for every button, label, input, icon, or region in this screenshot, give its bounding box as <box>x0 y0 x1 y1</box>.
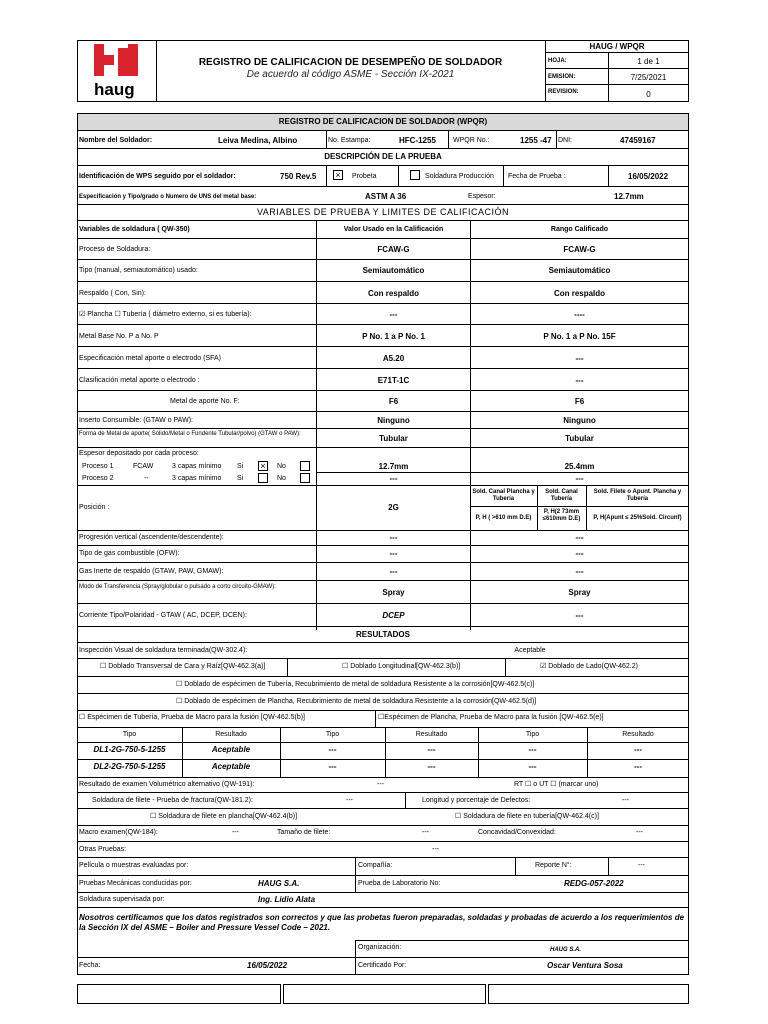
resultado-header: Resultado <box>415 731 448 738</box>
variable-row-label: Respaldo ( Con, Sin): <box>79 290 146 297</box>
posicion-value-3: P, H(Apunt ≤ 25%Sold. Circunf) <box>593 515 682 521</box>
wps-label: Identificación de WPS seguido por el soldador: <box>79 173 236 180</box>
resultado-header: Resultado <box>622 731 654 738</box>
espesor-label: Espesor: <box>468 193 496 200</box>
logo-mark <box>92 44 142 78</box>
doblado-transversal-option[interactable]: ☐ Doblado Transversal de Cara y Raíz[QW-462.3(a)] <box>100 663 266 670</box>
posicion-value-1: P, H ( >610 mm D.E) <box>475 515 532 521</box>
emision-value: 7/25/2021 <box>630 73 667 82</box>
fecha-label: Fecha: <box>79 962 101 969</box>
result-tipo: --- <box>528 745 537 754</box>
document-code: HAUG / WPQR <box>589 42 645 51</box>
reporte-label: Reporte N°: <box>535 862 572 869</box>
longitud-defectos-label: Longitud y porcentaje de Defectos: <box>422 797 531 804</box>
variable-row-range: Ninguno <box>563 416 596 425</box>
variable-row-range: --- <box>575 567 584 576</box>
variable-row-label: Proceso de Soldadura: <box>79 246 151 253</box>
variable-row-label: Modo de Transferencia (Spray/globular o pulsado a corto circuito-GMAW): <box>79 584 276 590</box>
probeta-label: Probeta <box>352 173 377 180</box>
fecha-prueba-label: Fecha de Prueba : <box>508 173 566 180</box>
variables-title: VARIABLES DE PRUEBA Y LIMITES DE CALIFICACIÓN <box>256 207 510 217</box>
pruebas-mecanicas-value: HAUG S.A. <box>258 879 300 888</box>
variable-row-label: Clasificación metal aporte o electrodo : <box>79 377 200 384</box>
supervisado-value: Ing. Lidio Alata <box>258 895 316 904</box>
concavidad-label: Concavidad/Convexidad: <box>478 829 556 836</box>
doblado-plancha-option[interactable]: ☐ Doblado de espécimen de Plancha, Recubrimiento de metal de soldadura Resistente a la corrosión[QW-462.5(d)] <box>176 698 537 705</box>
inspeccion-visual-label: Inspección Visual de soldadura terminada(QW-302.4): <box>79 647 248 654</box>
inspeccion-visual-value: Aceptable <box>514 647 546 654</box>
especimen-tuberia-option[interactable]: ☐ Espécimen de Tubería, Prueba de Macro para la fusión [QW-462.5(b)] <box>79 714 305 721</box>
variable-row-used: --- <box>389 310 398 319</box>
doblado-lado-option[interactable]: ☑ Doblado de Lado(QW-462.2) <box>540 663 638 670</box>
result-value: --- <box>427 745 436 754</box>
welder-label: Nombre del Soldador: <box>79 137 153 144</box>
resultado-header: Resultado <box>215 731 247 738</box>
macro-examen-value: --- <box>232 829 239 836</box>
description-title: DESCRIPCIÓN DE LA PRUEBA <box>324 152 442 161</box>
emision-label: EMISION: <box>548 74 576 80</box>
variable-row-label: ☑ Plancha ☐ Tubería ( diámetro externo, si es tubería): <box>79 311 252 318</box>
variable-row-used: Ninguno <box>377 416 410 425</box>
variable-row-range: Con respaldo <box>553 289 606 298</box>
footer-box-right <box>488 984 689 1004</box>
organizacion-value: HAUG S.A. <box>550 947 582 953</box>
proceso-1-used: 12.7mm <box>378 462 409 471</box>
variable-row-range: FCAW-G <box>563 245 596 254</box>
revision-label: REVISION: <box>548 89 579 95</box>
revision-value: 0 <box>646 90 651 99</box>
proceso-2-label: Proceso 2 <box>82 475 114 482</box>
hoja-label: HOJA: <box>548 58 567 64</box>
variable-row-range: --- <box>575 611 584 620</box>
proceso-1-min: 3 capas mínimo <box>172 463 222 470</box>
posicion-value: 2G <box>388 503 399 512</box>
variable-row-range: F6 <box>574 397 585 406</box>
proceso-1-value: FCAW <box>133 463 154 470</box>
espesor-depositado-label: Espesor depositado por cada proceso: <box>79 450 199 457</box>
variable-row-used: E71T-1C <box>377 376 410 385</box>
produccion-checkbox[interactable] <box>410 170 420 180</box>
proceso-1-no-checkbox[interactable] <box>300 461 310 471</box>
certificado-por-label: Certificado Por: <box>358 962 407 969</box>
posicion-header-1: Sold. Canal Plancha y Tubería <box>472 489 535 502</box>
variable-row-label: Forma de Metal de aporte( Sólido/Metal o Fundente Tubular/polvo) (GTAW o PAW): <box>79 431 301 437</box>
posicion-label: Posición : <box>79 504 110 511</box>
variable-row-range: P No. 1 a P No. 15F <box>543 332 616 341</box>
tipo-header: Tipo <box>525 731 540 738</box>
variable-row-used: FCAW-G <box>377 245 410 254</box>
proceso-2-value: -- <box>144 475 149 482</box>
variable-row-used: Spray <box>382 588 405 597</box>
variable-row-used: DCEP <box>382 611 405 620</box>
result-tipo: --- <box>328 762 337 771</box>
variable-row-used: Con respaldo <box>367 289 420 298</box>
supervisado-label: Soldadura supervisada por: <box>79 896 165 903</box>
filete-fractura-label: Soldadura de filete - Prueba de fractura(QW-181.2): <box>92 797 253 804</box>
especimen-plancha-option[interactable]: ☐Espécimen de Plancha, Prueba de Macro para la fusión [QW-462.5(e)] <box>378 714 604 721</box>
proceso-1-si-label: Si <box>237 463 244 470</box>
variable-row-used: --- <box>389 533 398 542</box>
fecha-prueba-value: 16/05/2022 <box>628 172 669 181</box>
proceso-2-si-checkbox[interactable] <box>258 473 268 483</box>
laboratorio-value: REDG-057-2022 <box>564 879 624 888</box>
proceso-2-no-checkbox[interactable] <box>300 473 310 483</box>
volumetrico-value: --- <box>377 781 384 788</box>
welder-name: Leiva Medina, Albino <box>218 136 298 145</box>
spec-label: Especificación y Tipo/grado o Numero de UNS del metal base: <box>79 194 257 200</box>
posicion-header-2: Sold. Canal Tubería <box>545 489 578 502</box>
variable-row-range: ---- <box>574 310 585 319</box>
compania-label: Compañía: <box>358 862 393 869</box>
volumetrico-label: Resultado de examen Volumétrico alternativo (QW-191): <box>79 781 255 788</box>
tamano-filete-value: --- <box>422 829 429 836</box>
proceso-2-used: --- <box>389 474 398 483</box>
variable-row-label: Gas Inerte de respaldo (GTAW, PAW, GMAW): <box>79 568 224 575</box>
wpqr-label: WPQR No.: <box>453 137 490 144</box>
certificado-por-value: Oscar Ventura Sosa <box>547 961 623 970</box>
wpqr-value: 1255 -47 <box>520 136 552 145</box>
stamp-value: HFC-1255 <box>399 136 436 145</box>
posicion-value-2: P, H(2 73mm ≤610mm D.E) <box>542 509 581 522</box>
document-subtitle: De acuerdo al código ASME - Sección IX-2021 <box>246 69 455 80</box>
tipo-header: Tipo <box>325 731 340 738</box>
proceso-1-si-checkbox[interactable]: × <box>258 461 268 471</box>
variable-row-range: --- <box>575 376 584 385</box>
variable-row-used: P No. 1 a P No. 1 <box>362 332 425 341</box>
wps-value: 750 Rev.5 <box>280 172 317 181</box>
variable-row-used: --- <box>389 567 398 576</box>
variable-row-used: --- <box>389 549 398 558</box>
result-tipo: DL1-2G-750-5-1255 <box>93 745 166 754</box>
fecha-value: 16/05/2022 <box>247 961 288 970</box>
proceso-1-range: 25.4mm <box>564 462 595 471</box>
footer-box-left <box>77 984 281 1004</box>
pelicula-label: Película o muestras evaluadas por: <box>79 862 189 869</box>
variable-row-label: Inserto Consumible: (GTAW o PAW): <box>79 417 193 424</box>
rt-ut-option[interactable]: RT ☐ o UT ☐ (marcar uno) <box>514 781 599 788</box>
company-logo <box>92 44 142 100</box>
proceso-2-si-label: Si <box>237 475 244 482</box>
variable-row-range: --- <box>575 549 584 558</box>
filete-plancha-option[interactable]: ☐ Soldadura de filete en plancha[QW-462.4(b)] <box>150 813 298 820</box>
spec-value: ASTM A 36 <box>365 192 407 201</box>
result-value: --- <box>634 762 642 771</box>
resultados-title: RESULTADOS <box>356 630 410 639</box>
longitud-defectos-value: --- <box>622 797 629 804</box>
variable-row-label: Corriente Tipo/Polaridad - GTAW ( AC, DCEP, DCEN): <box>79 612 247 619</box>
macro-examen-label: Macro examen(QW-184): <box>79 829 158 836</box>
result-value: --- <box>634 745 642 754</box>
proceso-2-range: --- <box>575 474 584 483</box>
espesor-value: 12.7mm <box>614 192 644 201</box>
section-title: REGISTRO DE CALIFICACION DE SOLDADOR (WPQR) <box>278 117 488 126</box>
posicion-header-3: Sold. Filete o Apunt. Plancha y Tubería <box>593 489 682 502</box>
variable-row-range: Spray <box>568 588 591 597</box>
variable-row-range: --- <box>575 354 584 363</box>
proceso-1-label: Proceso 1 <box>82 463 114 470</box>
otras-pruebas-value: --- <box>432 846 439 853</box>
dni-value: 47459167 <box>620 136 656 145</box>
used-column-header: Valor Usado en la Calificación <box>343 226 444 233</box>
result-tipo: --- <box>328 745 337 754</box>
probeta-checkbox[interactable]: × <box>333 170 343 180</box>
laboratorio-label: Prueba de Laboratorio No: <box>358 880 441 887</box>
variable-row-label: Tipo (manual, semiautomático) usado: <box>79 267 198 274</box>
variable-row-label: Metal de aporte No. F: <box>170 398 240 405</box>
wpqr-form <box>77 113 689 975</box>
stamp-label: No. Estampa: <box>328 137 371 144</box>
produccion-label: Soldadura Producción <box>425 173 494 180</box>
variable-row-used: Tubular <box>379 434 408 443</box>
hoja-value: 1 de 1 <box>637 57 660 66</box>
document-title: REGISTRO DE CALIFICACION DE DESEMPEÑO DE SOLDADOR <box>198 57 503 68</box>
variables-column-header: Variables de soldadura ( QW-350) <box>79 226 190 233</box>
doblado-tuberia-option[interactable]: ☐ Doblado de espécimen de Tubería, Recubrimiento de metal de soldadura Resistente a la corrosión[QW-462.5(c)] <box>176 681 535 688</box>
variable-row-label: Metal Base No. P a No. P <box>79 333 159 340</box>
variable-row-used: Semiautomático <box>362 266 425 275</box>
concavidad-value: --- <box>636 829 643 836</box>
result-tipo: DL2-2G-750-5-1255 <box>93 762 166 771</box>
dni-label: DNI: <box>558 137 572 144</box>
tamano-filete-label: Tamaño de filete: <box>277 829 331 836</box>
variable-row-range: --- <box>575 533 584 542</box>
variable-row-used: A5.20 <box>382 354 405 363</box>
variable-row-range: Semiautomático <box>548 266 611 275</box>
logo-text: haug <box>94 80 135 99</box>
result-value: Aceptable <box>211 762 251 771</box>
variable-row-used: F6 <box>388 397 399 406</box>
result-tipo: --- <box>528 762 537 771</box>
variable-row-range: Tubular <box>565 434 594 443</box>
organizacion-label: Organización: <box>358 944 402 951</box>
tipo-header: Tipo <box>122 731 137 738</box>
variable-row-label: Progresión vertical (ascendente/descendente): <box>79 534 224 541</box>
filete-fractura-value: --- <box>346 797 353 804</box>
filete-tuberia-option[interactable]: ☐ Soldadura de filete en tubería[QW-462.4(c)] <box>455 813 599 820</box>
otras-pruebas-label: Otras Pruebas: <box>79 846 127 853</box>
proceso-2-min: 3 capas mínimo <box>172 475 222 482</box>
pruebas-mecanicas-label: Pruebas Mecánicas conducidas por: <box>79 880 192 887</box>
proceso-2-no-label: No <box>277 475 286 482</box>
proceso-1-no-label: No <box>277 463 286 470</box>
range-column-header: Rango Calificado <box>550 226 609 233</box>
reporte-value: --- <box>638 862 645 869</box>
result-value: Aceptable <box>211 745 251 754</box>
footer-box-middle <box>283 984 486 1004</box>
doblado-longitudinal-option[interactable]: ☐ Doblado Longitudinal[QW-462.3(b)] <box>342 663 461 670</box>
variable-row-label: Tipo de gas combustible (OFW): <box>79 550 180 557</box>
certification-statement: Nosotros certificamos que los datos registrados son correctos y que las probetas fueron preparadas, soldadas y probadas de acuerdo a los requerimientos de la Sección IX del ASME – Boiler and Pressure Vessel Code – 2021. <box>79 913 685 932</box>
variable-row-label: Especificación metal aporte o electrodo (SFA) <box>79 355 222 362</box>
result-value: --- <box>427 762 436 771</box>
